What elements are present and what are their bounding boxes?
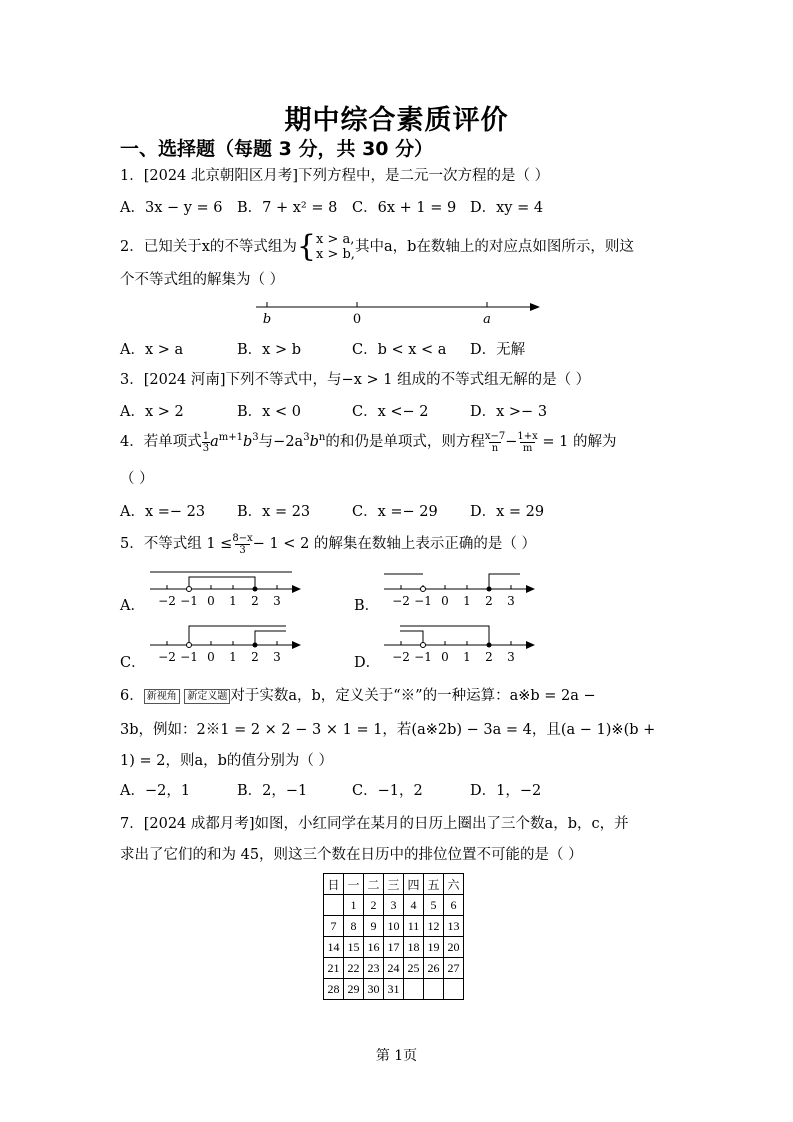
calendar-day: 14 (324, 937, 344, 958)
q2-option-c[interactable]: C．b < x < a (352, 342, 447, 358)
q5-option-d-label[interactable]: D． (354, 655, 381, 671)
tag-new-perspective: 新视角 (144, 689, 180, 704)
tick-label: 1 (229, 650, 237, 664)
q3-option-b[interactable]: B．x < 0 (237, 404, 301, 420)
tag-new-definition: 新定义题 (184, 689, 230, 704)
q2-option-b[interactable]: B．x > b (237, 342, 301, 358)
q6-option-b[interactable]: B．2，−1 (237, 783, 308, 799)
calendar-day: 7 (324, 916, 344, 937)
calendar-day: 30 (364, 979, 384, 1000)
q5-option-a-label[interactable]: A． (120, 598, 145, 614)
tick-label: −1 (180, 594, 198, 608)
page-title: 期中综合素质评价 (284, 105, 509, 136)
calendar-day: 26 (424, 958, 444, 979)
question-6-line-1: 6． 新视角 新定义题 对于实数a，b，定义关于“※”的一种运算：a※b = 2a − (120, 688, 596, 704)
calendar-day (424, 979, 444, 1000)
calendar-day: 17 (384, 937, 404, 958)
calendar-day (404, 979, 424, 1000)
calendar-day (444, 979, 464, 1000)
q6-option-a[interactable]: A．−2，1 (120, 783, 191, 799)
question-3: 3．[2024 河南]下列不等式中，与−x > 1 组成的不等式组无解的是（ ） (120, 372, 591, 388)
page-footer: 第 1页 (375, 1048, 418, 1064)
q5-option-a-number-line[interactable] (146, 564, 306, 610)
tick-label: −1 (414, 650, 432, 664)
calendar-day: 19 (424, 937, 444, 958)
calendar-weekday: 六 (444, 874, 464, 895)
tick-label: 0 (207, 594, 215, 608)
calendar-day: 13 (444, 916, 464, 937)
q3-option-a[interactable]: A．x > 2 (120, 404, 184, 420)
calendar-day: 15 (344, 937, 364, 958)
question-4-line-1: 4．若单项式$\frac{1}{3}a^{m+1}b^3$与$-2a^3b^n$的和仍是单项式，则方程$\frac{x-7}{n}-\frac{1+x}{m} = 1$ 的解为 (120, 430, 617, 454)
question-6-line-3: 1) = 2，则a，b的值分别为（ ） (120, 753, 334, 769)
calendar-day: 25 (404, 958, 424, 979)
calendar-day: 20 (444, 937, 464, 958)
calendar-weekday: 二 (364, 874, 384, 895)
q4-option-a[interactable]: A．x =− 23 (120, 504, 206, 520)
calendar-day: 10 (384, 916, 404, 937)
q2-option-a[interactable]: A．x > a (120, 342, 184, 358)
section-heading: 一、选择题（每题 3 分，共 30 分） (120, 138, 434, 160)
tick-label: 1 (229, 594, 237, 608)
calendar-day: 3 (384, 895, 404, 916)
q2-option-d[interactable]: D．无解 (470, 342, 526, 358)
calendar-day: 29 (344, 979, 364, 1000)
tick-label: 1 (463, 650, 471, 664)
tick-label: 2 (485, 594, 493, 608)
calendar-weekday: 日 (324, 874, 344, 895)
q5-option-b-number-line[interactable] (380, 564, 540, 610)
calendar-week-row (324, 958, 464, 979)
tick-label: 3 (273, 594, 281, 608)
calendar-day: 12 (424, 916, 444, 937)
q2-number-line (250, 296, 545, 328)
calendar-header-row (324, 874, 464, 895)
q1-option-c[interactable]: C．6x + 1 = 9 (352, 200, 457, 216)
q4-option-b[interactable]: B．x = 23 (237, 504, 311, 520)
calendar-day (324, 895, 344, 916)
q1-option-b[interactable]: B．7 + x² = 8 (237, 200, 338, 216)
tick-label: 0 (441, 594, 449, 608)
tick-label: −1 (180, 650, 198, 664)
calendar-weekday: 五 (424, 874, 444, 895)
tick-label: 2 (251, 594, 259, 608)
calendar-table (323, 873, 464, 1000)
question-4-line-2: （ ） (120, 471, 154, 487)
calendar-day: 31 (384, 979, 404, 1000)
tick-label: 2 (251, 650, 259, 664)
calendar-day: 16 (364, 937, 384, 958)
calendar-day: 6 (444, 895, 464, 916)
calendar-day: 8 (344, 916, 364, 937)
q5-option-c-label[interactable]: C． (120, 655, 146, 671)
q4-option-c[interactable]: C．x =− 29 (352, 504, 438, 520)
calendar-day: 2 (364, 895, 384, 916)
calendar-day: 21 (324, 958, 344, 979)
q6-option-d[interactable]: D．1，−2 (470, 783, 542, 799)
calendar-weekday: 一 (344, 874, 364, 895)
calendar-day: 22 (344, 958, 364, 979)
q1-option-a[interactable]: A．3x − y = 6 (120, 200, 223, 216)
tick-label: −2 (392, 650, 410, 664)
tick-label: −2 (158, 594, 176, 608)
q5-option-c-number-line[interactable] (146, 620, 306, 666)
q3-option-d[interactable]: D．x >− 3 (470, 404, 548, 420)
q1-option-d[interactable]: D．xy = 4 (470, 200, 544, 216)
tick-label: −2 (392, 594, 410, 608)
q6-option-c[interactable]: C．−1，2 (352, 783, 423, 799)
calendar-weekday: 四 (404, 874, 424, 895)
axis-label-zero: 0 (352, 312, 362, 327)
calendar-day: 18 (404, 937, 424, 958)
q5-option-d-number-line[interactable] (380, 620, 540, 666)
q5-option-b-label[interactable]: B． (354, 598, 380, 614)
calendar-week-row (324, 979, 464, 1000)
question-1: 1．[2024 北京朝阳区月考]下列方程中，是二元一次方程的是（ ） (120, 168, 550, 184)
question-2-line-1: 2．已知关于x的不等式组为{x > a, x > b,其中a，b在数轴上的对应点如图所示，则这 (120, 229, 634, 264)
calendar-day: 24 (384, 958, 404, 979)
question-7-line-1: 7．[2024 成都月考]如图，小红同学在某月的日历上圈出了三个数a，b，c，并 (120, 816, 629, 832)
calendar-weekday: 三 (384, 874, 404, 895)
question-5: 5．不等式组 $1 \le\frac{8-x}{3}- 1 < 2$ 的解集在数轴上表示正确的是（ ） (120, 532, 537, 556)
tick-label: −1 (414, 594, 432, 608)
q4-option-d[interactable]: D．x = 29 (470, 504, 545, 520)
tick-label: −2 (158, 650, 176, 664)
axis-label-b: b (262, 312, 272, 327)
calendar-day: 27 (444, 958, 464, 979)
tick-label: 3 (507, 594, 515, 608)
calendar-day: 5 (424, 895, 444, 916)
tick-label: 0 (441, 650, 449, 664)
calendar-day: 9 (364, 916, 384, 937)
calendar-week-row (324, 916, 464, 937)
question-2-line-2: 个不等式组的解集为（ ） (120, 272, 285, 288)
calendar-week-row (324, 937, 464, 958)
tick-label: 2 (485, 650, 493, 664)
tick-label: 0 (207, 650, 215, 664)
calendar-day: 23 (364, 958, 384, 979)
calendar-day: 1 (344, 895, 364, 916)
q3-option-c[interactable]: C．x <− 2 (352, 404, 429, 420)
axis-label-a: a (483, 312, 491, 327)
tick-label: 3 (507, 650, 515, 664)
calendar-week-row (324, 895, 464, 916)
tick-label: 1 (463, 594, 471, 608)
question-6-line-2: 3b，例如：2※1 = 2 × 2 − 3 × 1 = 1，若(a※2b) − 3a = 4，且(a − 1)※(b + (120, 722, 656, 738)
calendar-day: 28 (324, 979, 344, 1000)
calendar-day: 11 (404, 916, 424, 937)
calendar-day: 4 (404, 895, 424, 916)
question-7-line-2: 求出了它们的和为 45，则这三个数在日历中的排位位置不可能的是（ ） (120, 847, 583, 863)
tick-label: 3 (273, 650, 281, 664)
